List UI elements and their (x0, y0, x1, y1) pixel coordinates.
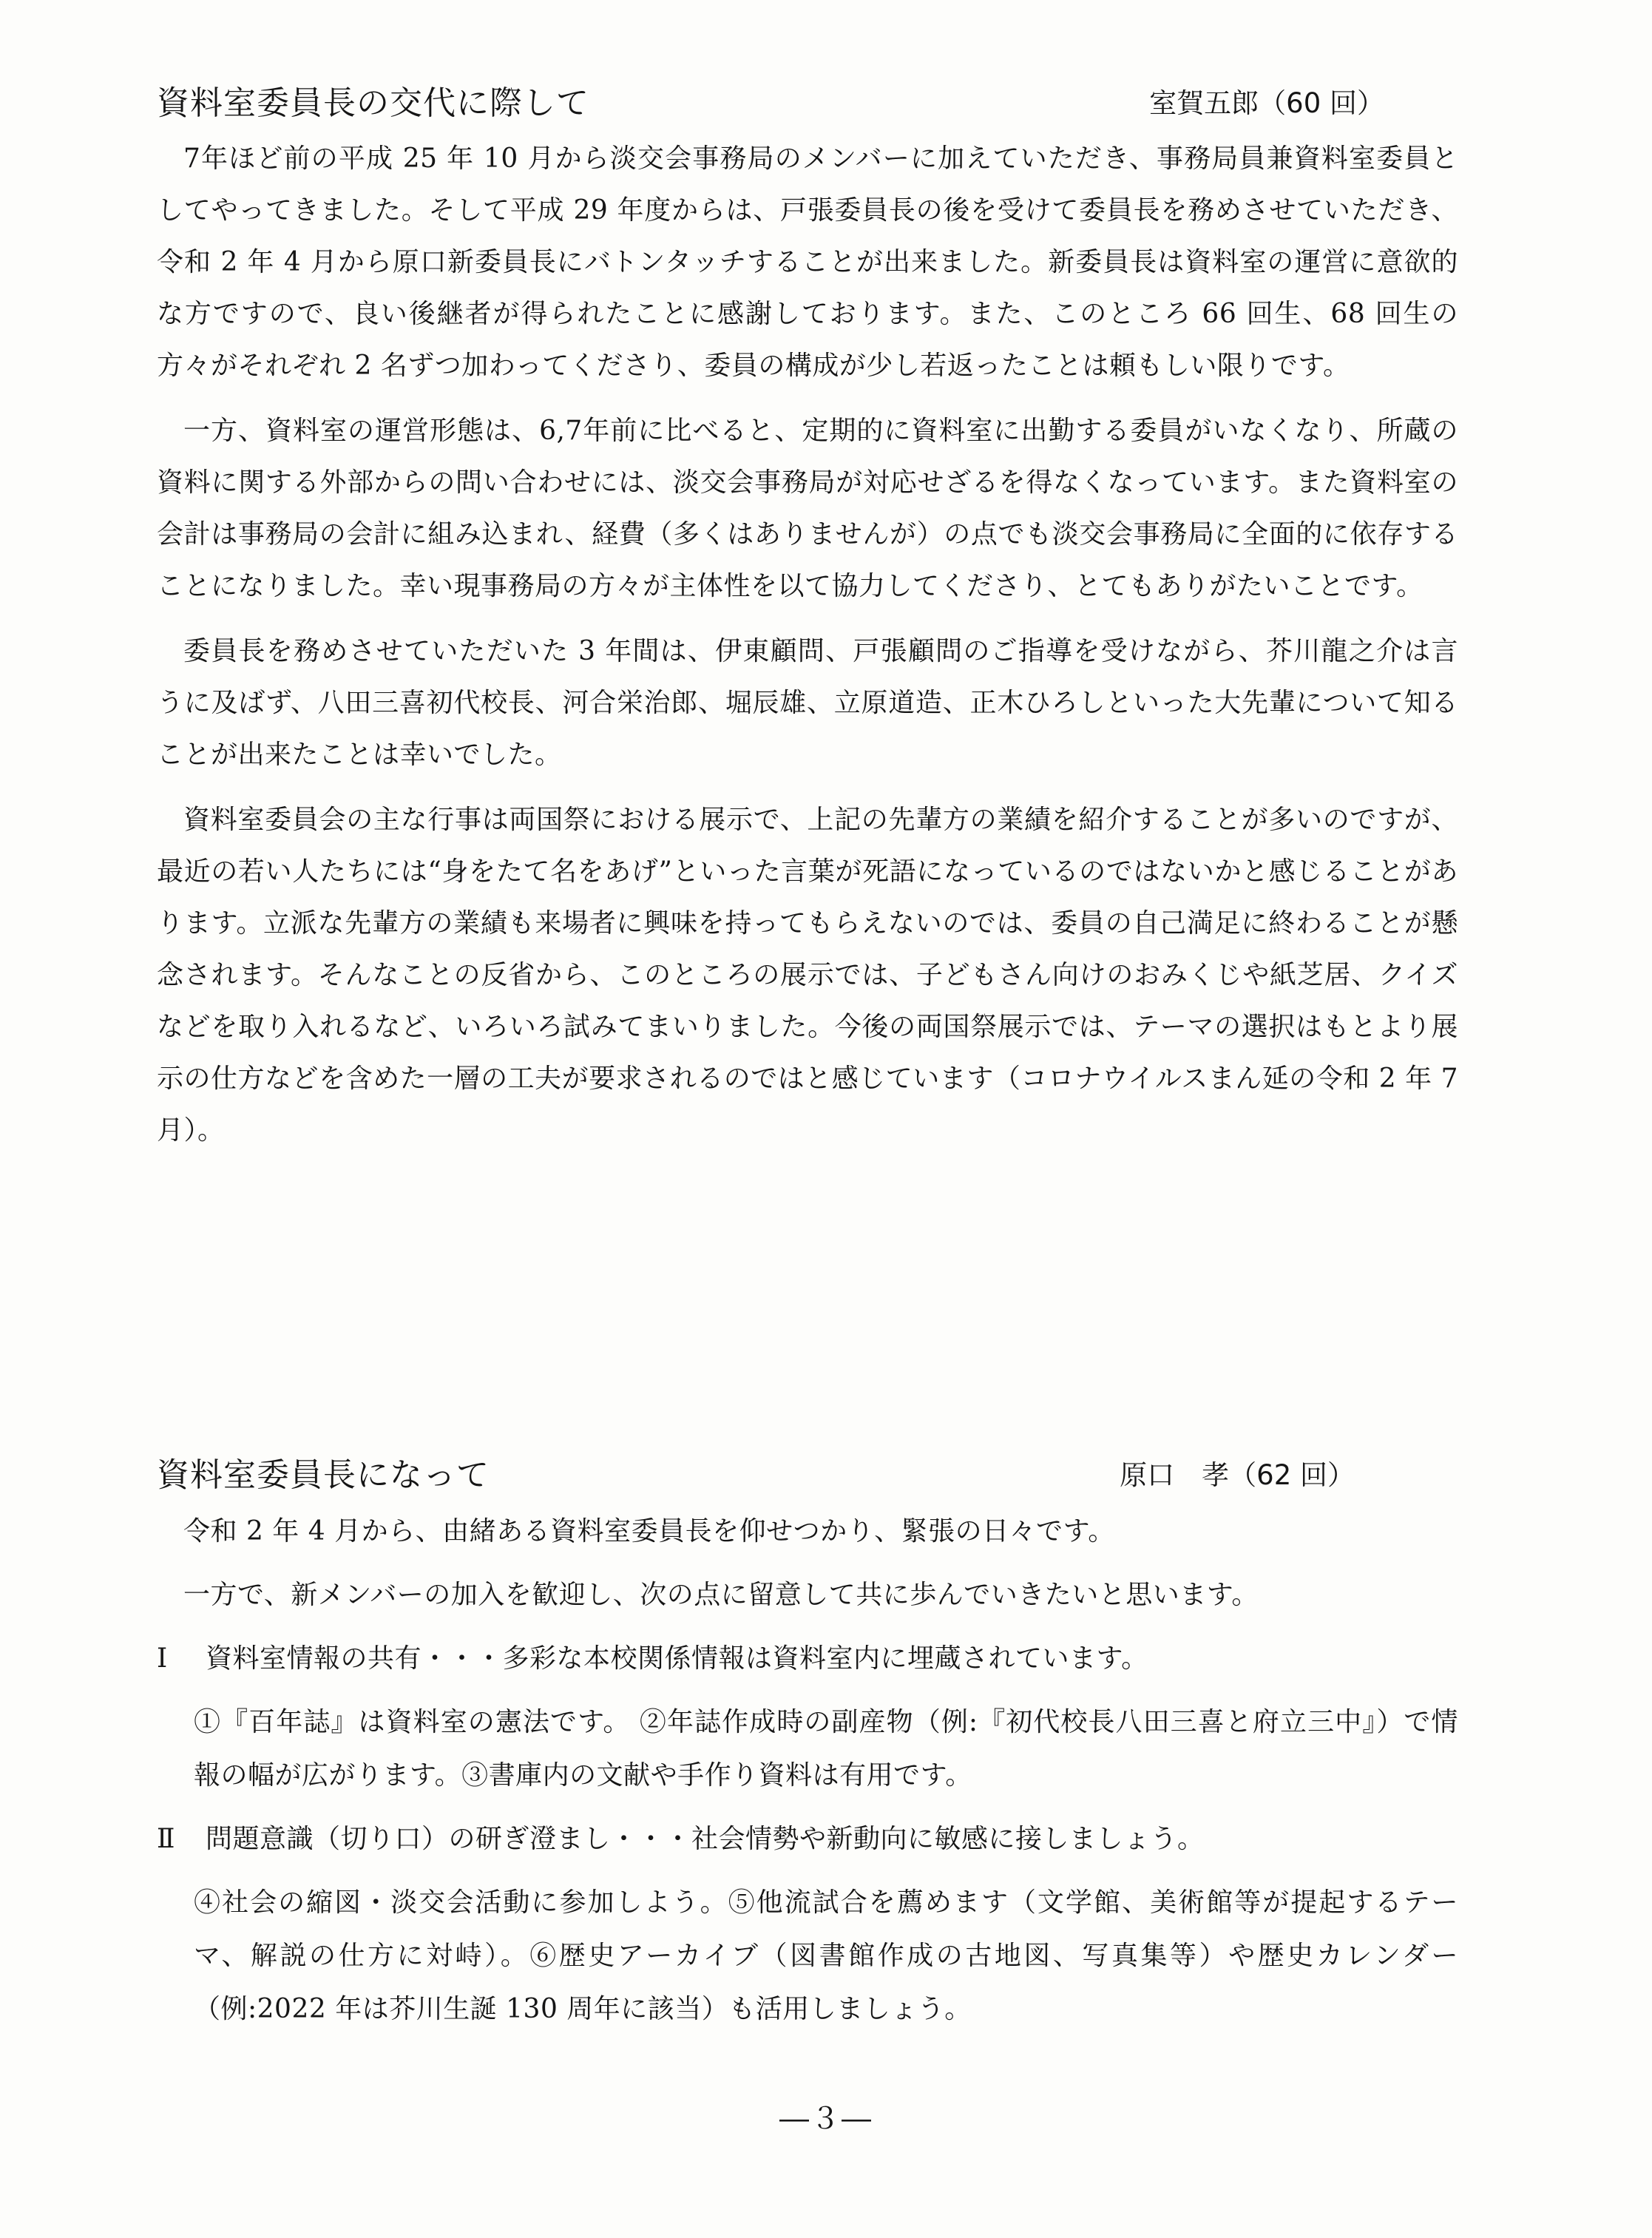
article-author: 原口 孝（62 回） (1120, 1459, 1355, 1491)
article-body (157, 1505, 1458, 2036)
section-heading (157, 1632, 1458, 1686)
paragraph: 7年ほど前の平成 25 年 10 月から淡交会事務局のメンバーに加えていただき、事務局員兼資料室委員としてやってきました。そして平成 29 年度からは、戸張委員長の後を受けて委員長を務めさせていただき、令和 2 年 4 月から原口新委員長にバトンタッチすることが出来ました。新委員長は資料室の運営に意欲的な方ですので、良い後継者が得られたことに感謝しております。また、このところ 66 回生、68 回生の方々がそれぞれ 2 名ずつ加わってくださり、委員の構成が少し若返ったことは頼もしい限りです。 (157, 143, 1458, 381)
intro-line: 令和 2 年 4 月から、由緒ある資料室委員長を仰せつかり、緊張の日々です。 (183, 1516, 1115, 1546)
page-number: ―３― (779, 2102, 873, 2136)
article-heading (157, 1446, 1458, 1505)
article-heading (157, 74, 1458, 133)
paragraph: 委員長を務めさせていただいた 3 年間は、伊東顧問、戸張顧問のご指導を受けながら、芥川龍之介は言うに及ばず、八田三喜初代校長、河合栄治郎、堀辰雄、立原道造、正木ひろしといった大先輩について知ることが出来たことは幸いでした。 (157, 636, 1458, 770)
intro-line: 一方で、新メンバーの加入を歓迎し、次の点に留意して共に歩んでいきたいと思います。 (183, 1580, 1259, 1610)
section-heading-text: 資料室情報の共有・・・多彩な本校関係情報は資料室内に埋蔵されています。 (206, 1643, 1148, 1674)
section-body: ①『百年誌』は資料室の憲法です。 ②年誌作成時の副産物（例:『初代校長八田三喜と府立三中』）で情報の幅が広がります。③書庫内の文献や手作り資料は有用です。 (194, 1707, 1458, 1791)
section-heading-text: 問題意識（切り口）の研ぎ澄まし・・・社会情勢や新動向に敏感に接しましょう。 (206, 1824, 1205, 1854)
article-author: 室賀五郎（60 回） (1149, 87, 1384, 119)
article-body (157, 133, 1458, 1157)
section-heading (157, 1813, 1458, 1866)
article-becoming-committee-chair (157, 1446, 1458, 2046)
paragraph: 一方、資料室の運営形態は、6,7年前に比べると、定期的に資料室に出勤する委員がいなくなり、所蔵の資料に関する外部からの問い合わせには、淡交会事務局が対応せざるを得なくなっています。また資料室の会計は事務局の会計に組み込まれ、経費（多くはありませんが）の点でも淡交会事務局に全面的に依存することになりました。幸い現事務局の方々が主体性を以て協力してくださり、とてもありがたいことです。 (157, 416, 1458, 601)
section-number: Ⅰ (157, 1643, 168, 1674)
section-body: ④社会の縮図・淡交会活動に参加しよう。⑤他流試合を薦めます（文学館、美術館等が提起するテーマ、解説の仕方に対峙）。⑥歴史アーカイブ（図書館作成の古地図、写真集等）や歴史カレンダー（例:2022 年は芥川生誕 130 周年に該当）も活用しましょう。 (194, 1887, 1458, 2024)
section-number: Ⅱ (157, 1824, 175, 1854)
article-committee-chair-handover (157, 74, 1458, 1157)
article-title: 資料室委員長の交代に際して (157, 84, 589, 122)
paragraph: 資料室委員会の主な行事は両国祭における展示で、上記の先輩方の業績を紹介することが多いのですが、最近の若い人たちには“身をたて名をあげ”といった言葉が死語になっているのではないかと感じることがあります。立派な先輩方の業績も来場者に興味を持ってもらえないのでは、委員の自己満足に終わることが懸念されます。そんなことの反省から、このところの展示では、子どもさん向けのおみくじや紙芝居、クイズなどを取り入れるなど、いろいろ試みてまいりました。今後の両国祭展示では、テーマの選択はもとより展示の仕方などを含めた一層の工夫が要求されるのではと感じています（コロナウイルスまん延の令和 2 年 7 月）。 (157, 805, 1458, 1146)
article-title: 資料室委員長になって (157, 1456, 490, 1494)
